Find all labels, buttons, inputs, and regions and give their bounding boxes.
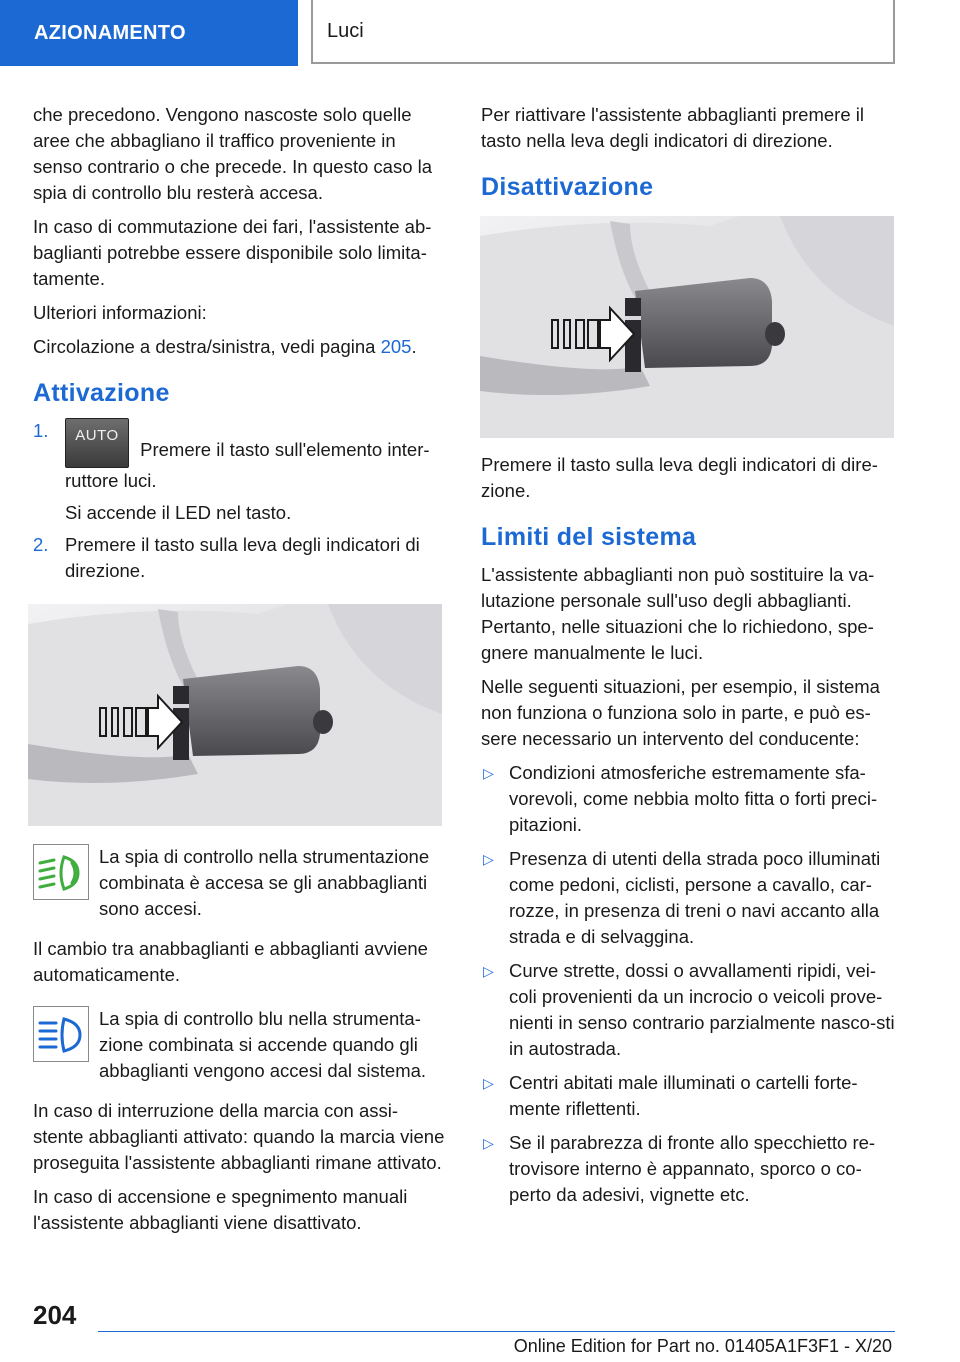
- bullet-triangle-icon: ▷: [483, 1135, 494, 1151]
- step-text: Premere il tasto sull'elemento inter-ruttore luci.: [65, 439, 430, 491]
- text: Circolazione a destra/sinistra, vedi pagina: [33, 336, 381, 357]
- list-item: [481, 1130, 895, 1208]
- paragraph: Nelle seguenti situazioni, per esempio, il sistema non funziona o funziona solo in parte, e può es-sere necessario un intervento del conducente:: [481, 676, 880, 749]
- step-text: Premere il tasto sulla leva degli indicatori di direzione.: [65, 534, 420, 581]
- left-column: [33, 102, 447, 1244]
- list-item-text: Curve strette, dossi o avvallamenti ripidi, vei-coli provenienti da un incrocio o veicoli prove-nienti in senso contrario parzialmente nasco-sti in autostrada.: [509, 960, 895, 1059]
- list-item-text: Centri abitati male illuminati o cartelli forte-mente riflettenti.: [509, 1072, 858, 1119]
- right-column: [481, 102, 895, 1216]
- indicator-text: La spia di controllo blu nella strumenta-zione combinata si accende quando gli abbaglianti vengono accesi dal sistema.: [99, 1008, 427, 1081]
- step-2: [33, 532, 447, 584]
- page-link[interactable]: 205: [380, 336, 412, 357]
- footer-divider: [98, 1331, 895, 1332]
- heading-disattivazione: Disattivazione: [481, 173, 654, 201]
- step-subtext: Si accende il LED nel tasto.: [65, 502, 292, 523]
- list-item: [481, 760, 895, 838]
- paragraph: che precedono. Vengono nascoste solo quelle aree che abbagliano il traffico proveniente in senso contrario o che precede. In questo caso la spia di controllo blu resterà accesa.: [33, 104, 433, 203]
- list-item-text: Presenza di utenti della strada poco illuminati come pedoni, ciclisti, persone a cavallo, car-rozze, in presenza di treni o navi accanto alla strada e di selvaggina.: [509, 848, 881, 947]
- text: .: [411, 336, 417, 357]
- heading-limiti: Limiti del sistema: [481, 523, 697, 551]
- paragraph: [33, 334, 447, 360]
- low-beam-indicator-note: [33, 844, 447, 922]
- auto-key-label: AUTO: [75, 427, 119, 444]
- paragraph: L'assistente abbaglianti non può sostituire la va-lutazione personale sull'uso degli abbaglianti. Pertanto, nelle situazioni che lo richiedono, spe-gnere manualmente le luci.: [481, 564, 875, 663]
- paragraph: Il cambio tra anabbaglianti e abbaglianti avviene automaticamente.: [33, 938, 428, 985]
- turn-signal-lever-photo: [480, 216, 894, 438]
- paragraph: In caso di interruzione della marcia con assi-stente abbaglianti attivato: quando la marcia viene proseguita l'assistente abbaglianti rimane attivato.: [33, 1100, 445, 1173]
- paragraph: In caso di accensione e spegnimento manuali l'assistente abbaglianti viene disattivato.: [33, 1186, 408, 1233]
- step-1: [33, 418, 447, 494]
- chapter-title: Luci: [311, 0, 895, 64]
- step-1-sub: [33, 500, 447, 526]
- step-number: 1.: [33, 420, 49, 441]
- heading-attivazione: Attivazione: [33, 379, 170, 407]
- high-beam-indicator-icon: [33, 1006, 89, 1062]
- paragraph: Per riattivare l'assistente abbaglianti premere il tasto nella leva degli indicatori di direzione.: [481, 104, 864, 151]
- list-item-text: Condizioni atmosferiche estremamente sfa-vorevoli, come nebbia molto fitta o forti preci-pitazioni.: [509, 762, 878, 835]
- paragraph: Ulteriori informazioni:: [33, 302, 207, 323]
- step-number: 2.: [33, 534, 49, 555]
- list-item-text: Se il parabrezza di fronte allo specchietto re-trovisore interno è appannato, sporco o co-perto da adesivi, vignette etc.: [509, 1132, 876, 1205]
- paragraph: Premere il tasto sulla leva degli indicatori di dire-zione.: [481, 454, 878, 501]
- bullet-triangle-icon: ▷: [483, 963, 494, 979]
- page-number: 204: [33, 1300, 77, 1330]
- list-item: [481, 1070, 895, 1122]
- paragraph: In caso di commutazione dei fari, l'assistente ab-baglianti potrebbe essere disponibile solo limita-tamente.: [33, 216, 432, 289]
- bullet-triangle-icon: ▷: [483, 851, 494, 867]
- list-item: [481, 958, 895, 1062]
- turn-signal-lever-photo: [28, 604, 442, 826]
- indicator-text: La spia di controllo nella strumentazione combinata è accesa se gli anabbaglianti sono accesi.: [99, 846, 430, 919]
- bullet-triangle-icon: ▷: [483, 765, 494, 781]
- section-tab: AZIONAMENTO: [0, 0, 298, 66]
- page-header: [0, 0, 960, 66]
- auto-key-icon: [65, 418, 129, 468]
- low-beam-indicator-icon: [33, 844, 89, 900]
- footer-edition: Online Edition for Part no. 01405A1F3F1 - X/20: [513, 1336, 892, 1356]
- high-beam-indicator-note: [33, 1006, 447, 1084]
- list-item: [481, 846, 895, 950]
- bullet-triangle-icon: ▷: [483, 1075, 494, 1091]
